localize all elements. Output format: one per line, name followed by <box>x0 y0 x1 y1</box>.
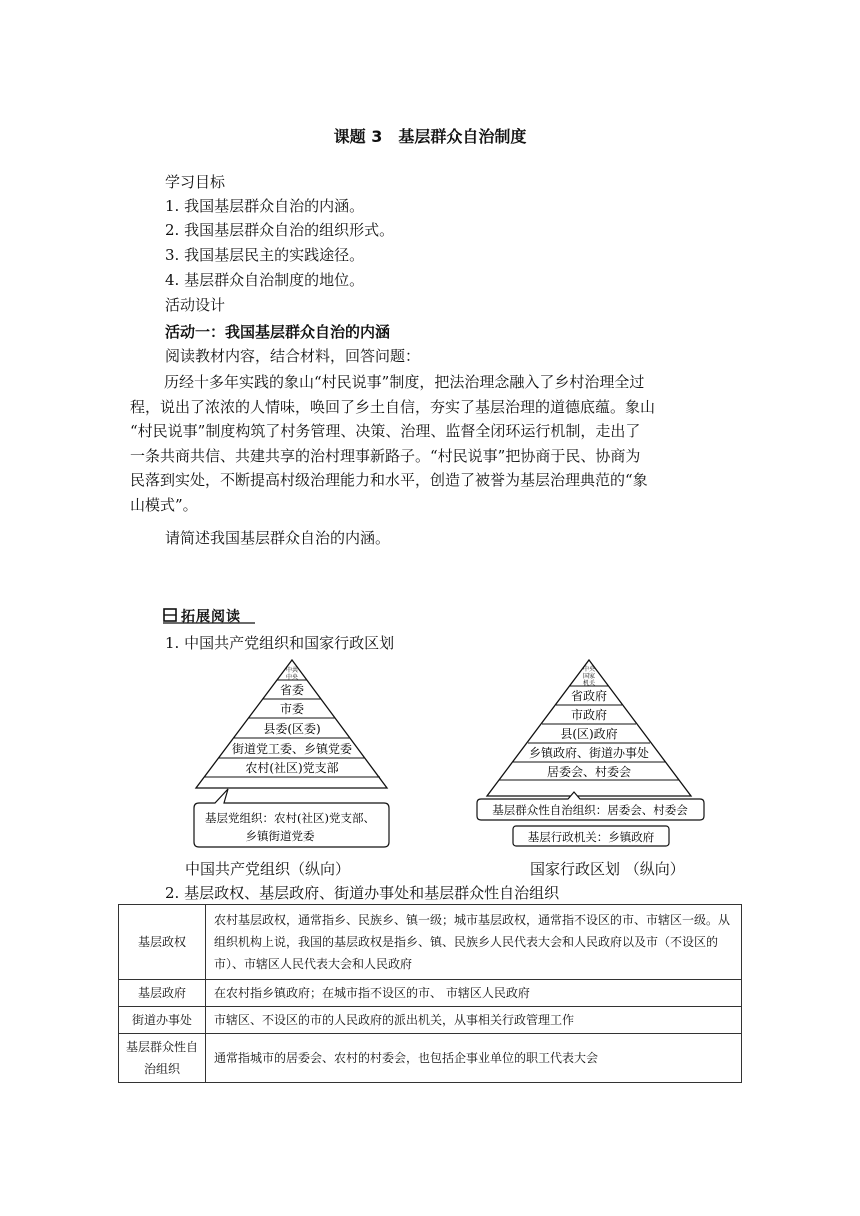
activity1-instruction: 阅读教材内容，结合材料，回答问题： <box>165 347 421 365</box>
pyramid-level-label: 街道党工委、乡镇党委 <box>231 742 353 756</box>
table-row <box>119 1007 742 1034</box>
material-line: 山模式”。 <box>130 495 198 514</box>
table-header-cell: 街道办事处 <box>119 1007 206 1034</box>
pyramid-level-label: 居委会、村委会 <box>546 765 632 779</box>
pyramid-level-label: 乡镇政府、街道办事处 <box>528 746 650 760</box>
pyramid-level-label: 县委(区委) <box>263 722 321 736</box>
table-content-cell: 农村基层政权，通常指乡、民族乡、镇一级；城市基层政权，通常指不设区的市、市辖区一级。从组织机构上说，我国的基层政权是指乡、镇、民族乡人民代表大会和人民政府以及市（不设区的市）、市辖区人民代表大会和人民政府 <box>206 905 742 980</box>
objective-item: 1. 我国基层群众自治的内涵。 <box>165 197 365 215</box>
extended-reading-label: 拓展阅读 <box>181 609 241 625</box>
table-header-cell: 基层政府 <box>119 980 206 1007</box>
activity-design-heading: 活动设计 <box>165 296 226 314</box>
table-header-cell: 基层政权 <box>119 905 206 980</box>
pyramid-level-label: 省委 <box>279 683 305 697</box>
table-header-cell: 基层群众性自治组织 <box>119 1034 206 1083</box>
table-content-cell: 市辖区、不设区的市的人民政府的派出机关，从事相关行政管理工作 <box>206 1007 742 1034</box>
pyramid-top-label: 机关 <box>582 680 596 687</box>
pyramid-top-label: 中央 <box>285 674 299 681</box>
reading-item-2: 2. 基层政权、基层政府、街道办事处和基层群众性自治组织 <box>165 884 560 902</box>
callout-text: 基层群众性自治组织：居委会、村委会 <box>492 803 688 817</box>
table-content-cell: 通常指城市的居委会、农村的村委会，也包括企事业单位的职工代表大会 <box>206 1034 742 1083</box>
callout-text: 基层行政机关：乡镇政府 <box>527 830 655 844</box>
activity1-question: 请简述我国基层群众自治的内涵。 <box>165 529 391 547</box>
objective-item: 4. 基层群众自治制度的地位。 <box>165 271 365 289</box>
callout-text: 乡镇街道党委 <box>245 829 315 843</box>
party-organization-pyramid <box>180 656 406 856</box>
pyramid-top-label: 国家 <box>582 673 596 680</box>
material-line: 程，说出了浓浓的人情味，唤回了乡土自信，夯实了基层治理的道德底蕴。象山 <box>130 397 656 416</box>
material-line: 一条共商共信、共建共享的治村理事新路子。“村民说事”把协商于民、协商为 <box>130 446 641 465</box>
right-pyramid-caption: 国家行政区划 （纵向） <box>530 860 685 878</box>
material-line: 历经十多年实践的象山“村民说事”制度，把法治理念融入了乡村治理全过 <box>164 373 645 391</box>
basic-governance-table <box>118 904 742 1083</box>
page-title: 课题 3 基层群众自治制度 <box>333 127 527 146</box>
table-row <box>119 905 742 980</box>
objective-item: 3. 我国基层民主的实践途径。 <box>165 246 365 264</box>
pyramid-level-label: 县(区)政府 <box>560 727 618 741</box>
reading-item-1: 1. 中国共产党组织和国家行政区划 <box>165 634 395 652</box>
table-row <box>119 980 742 1007</box>
objective-item: 2. 我国基层群众自治的组织形式。 <box>165 221 395 239</box>
objectives-heading: 学习目标 <box>165 173 226 191</box>
material-line: “村民说事”制度构筑了村务管理、决策、治理、监督全闭环运行机制，走出了 <box>130 422 641 440</box>
pyramid-level-label: 市委 <box>279 702 305 716</box>
pyramid-level-label: 省政府 <box>570 689 608 703</box>
pyramid-top-label: 中央 <box>582 666 596 673</box>
pyramid-top-label: 中共 <box>285 667 299 674</box>
callout-text: 基层党组织：农村(社区)党支部、 <box>205 811 375 825</box>
table-row <box>119 1034 742 1083</box>
activity1-title: 活动一：我国基层群众自治的内涵 <box>165 323 391 341</box>
pyramid-level-label: 农村(社区)党支部 <box>245 761 339 775</box>
table-content-cell: 在农村指乡镇政府；在城市指不设区的市、 市辖区人民政府 <box>206 980 742 1007</box>
pyramid-level-label: 市政府 <box>570 708 608 722</box>
administrative-division-pyramid <box>468 656 718 852</box>
left-pyramid-caption: 中国共产党组织（纵向） <box>185 860 351 878</box>
activity1-material <box>130 370 730 517</box>
material-line: 民落到实处，不断提高村级治理能力和水平，创造了被誉为基层治理典范的“象 <box>130 471 648 489</box>
